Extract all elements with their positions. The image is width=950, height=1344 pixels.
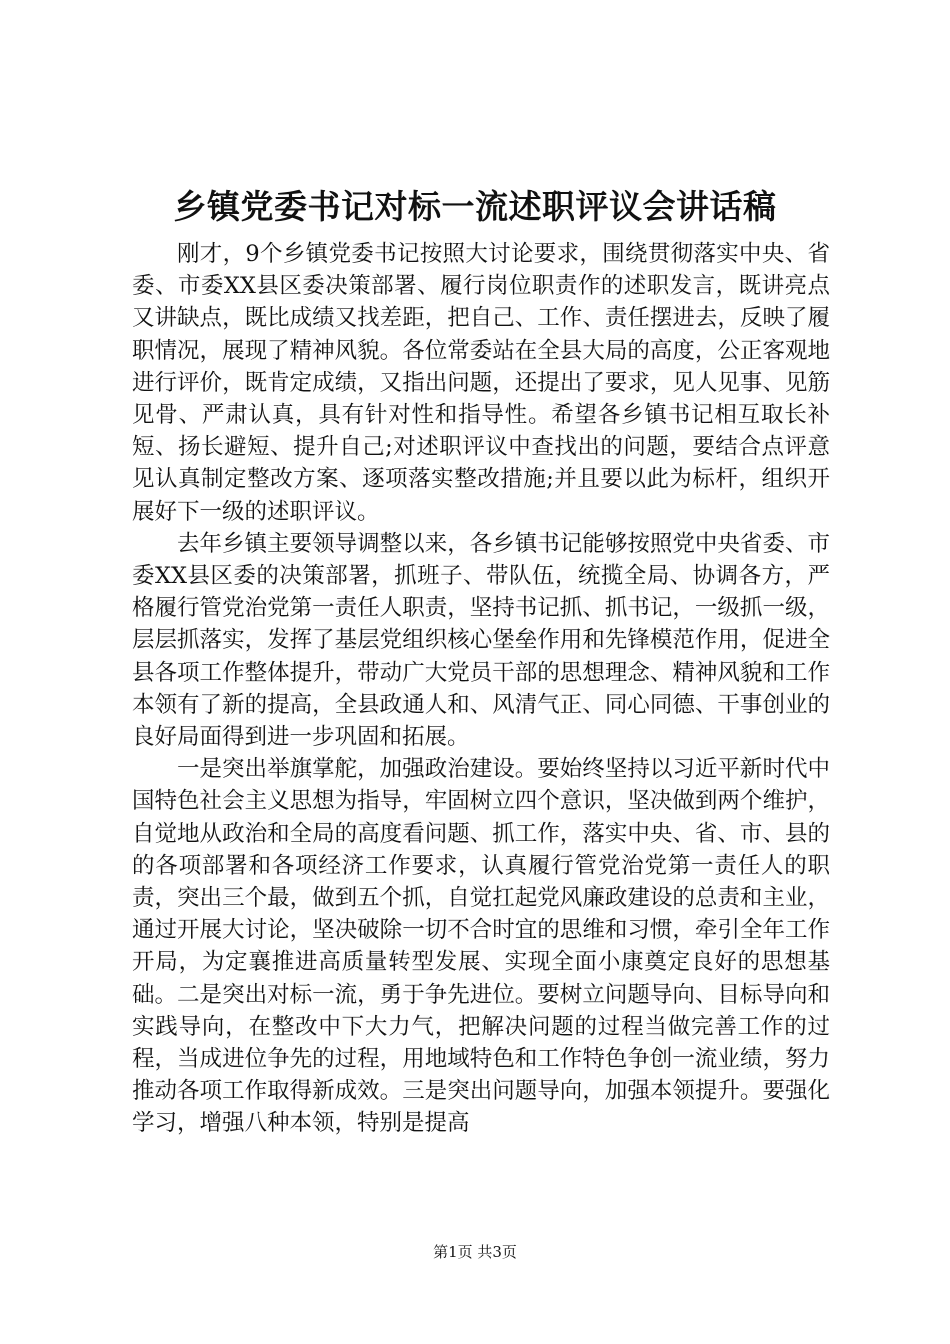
document-body <box>132 238 830 1140</box>
paragraph-1: 刚才，9个乡镇党委书记按照大讨论要求，围绕贯彻落实中央、省委、市委XX县区委决策部署、履行岗位职责作的述职发言，既讲亮点又讲缺点，既比成绩又找差距，把自己、工作、责任摆进去，反映了履职情况，展现了精神风貌。各位常委站在全县大局的高度，公正客观地进行评价，既肯定成绩，又指出问题，还提出了要求，见人见事、见筋见骨、严肃认真，具有针对性和指导性。希望各乡镇书记相互取长补短、扬长避短、提升自己;对述职评议中查找出的问题，要结合点评意见认真制定整改方案、逐项落实整改措施;并且要以此为标杆，组织开展好下一级的述职评议。 <box>132 241 830 525</box>
document-title: 乡镇党委书记对标一流述职评议会讲话稿 <box>173 187 777 226</box>
paragraph-2: 去年乡镇主要领导调整以来，各乡镇书记能够按照党中央省委、市委XX县区委的决策部署，抓班子、带队伍，统揽全局、协调各方，严格履行管党治党第一责任人职责，坚持书记抓、抓书记，一级抓一级，层层抓落实，发挥了基层党组织核心堡垒作用和先锋模范作用，促进全县各项工作整体提升，带动广大党员干部的思想理念、精神风貌和工作本领有了新的提高，全县政通人和、风清气正、同心同德、干事创业的良好局面得到进一步巩固和拓展。 <box>132 530 830 751</box>
page-footer <box>0 1242 950 1262</box>
page-total: 共3页 <box>477 1243 517 1261</box>
paragraph-3: 一是突出举旗掌舵，加强政治建设。要始终坚持以习近平新时代中国特色社会主义思想为指导，牢固树立四个意识，坚决做到两个维护，自觉地从政治和全局的高度看问题、抓工作，落实中央、省、市、县的的各项部署和各项经济工作要求，认真履行管党治党第一责任人的职责，突出三个最，做到五个抓，自觉扛起党风廉政建设的总责和主业，通过开展大讨论，坚决破除一切不合时宜的思维和习惯，牵引全年工作开局，为定襄推进高质量转型发展、实现全面小康奠定良好的思想基础。二是突出对标一流，勇于争先进位。要树立问题导向、目标导向和实践导向，在整改中下大力气，把解决问题的过程当做完善工作的过程，当成进位争先的过程，用地域特色和工作特色争创一流业绩，努力推动各项工作取得新成效。三是突出问题导向，加强本领提升。要强化学习，增强八种本领，特别是提高 <box>132 756 830 1137</box>
page-number: 第1页 <box>433 1243 473 1261</box>
